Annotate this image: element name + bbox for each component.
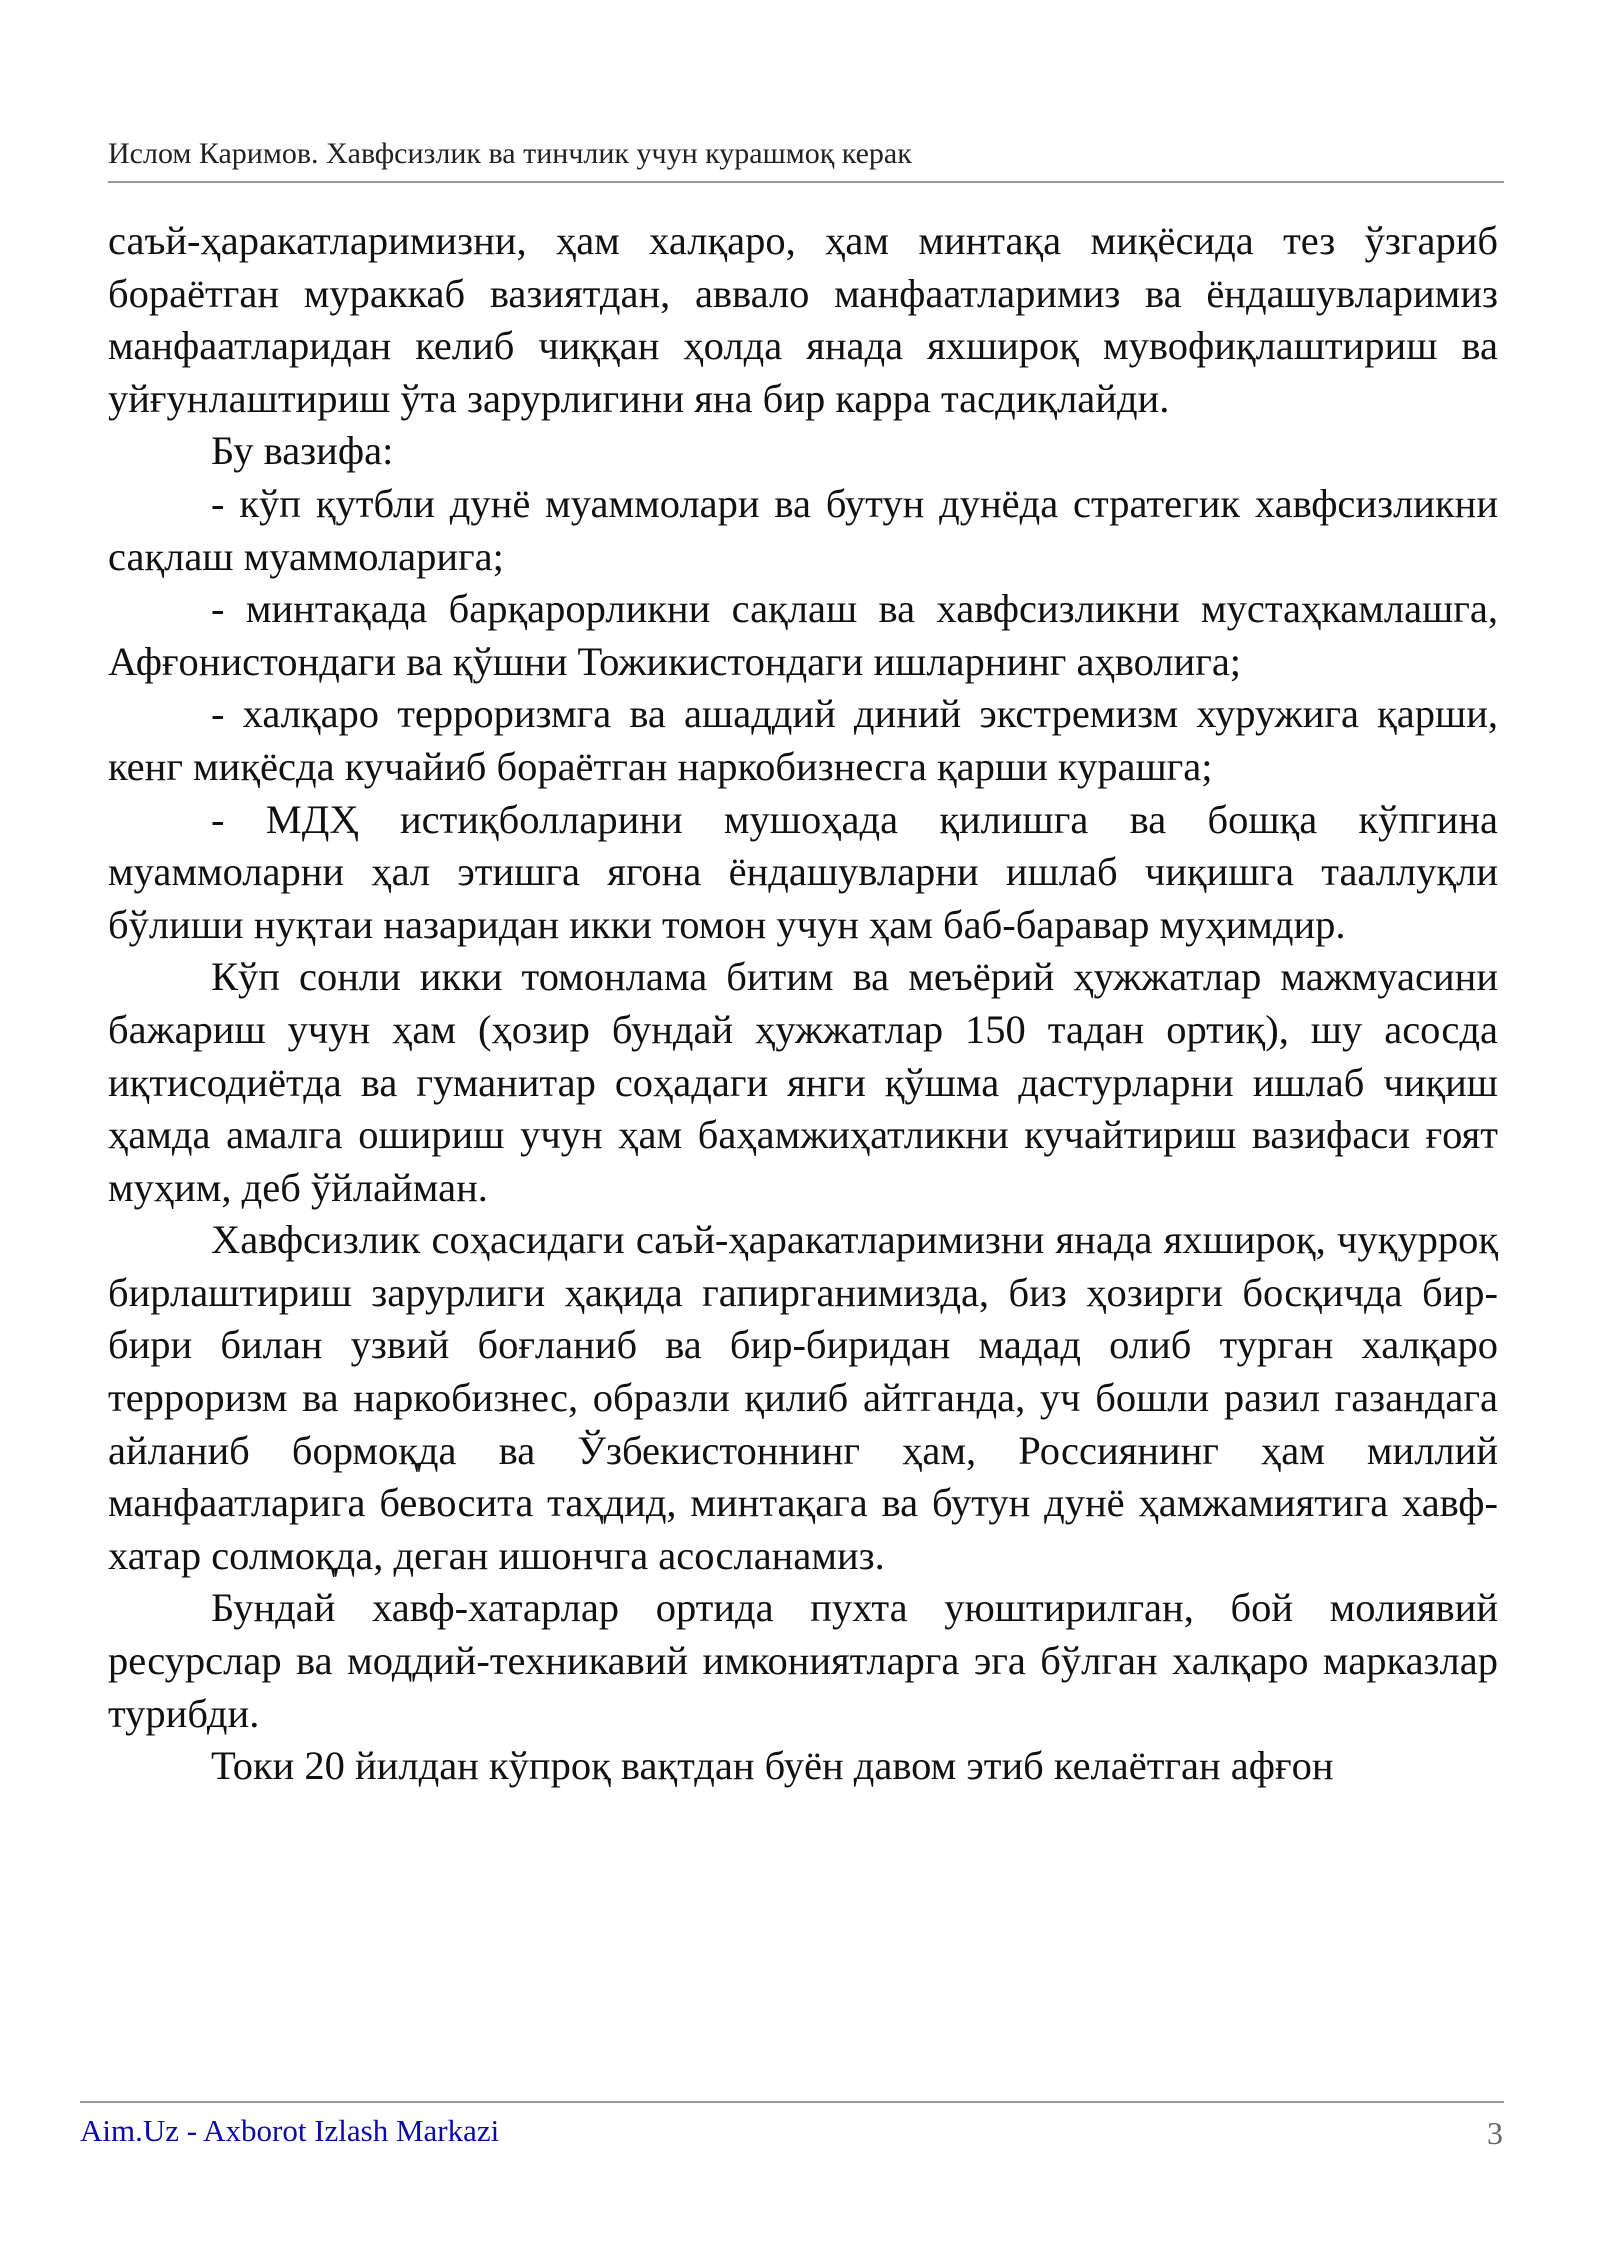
header-divider [108, 181, 1504, 183]
paragraph: Бундай хавф-хатарлар ортида пухта уюштирилган, бой молиявий ресурслар ва моддий-техникавий имкониятларга эга бўлган халқаро марказлар турибди. [108, 1585, 1498, 1736]
paragraph: саъй-ҳаракатларимизни, ҳам халқаро, ҳам минтақа миқёсида тез ўзгариб бораётган мураккаб вазиятдан, аввало манфаатларимиз ва ёндашувларимиз манфаатларидан келиб чиққан ҳолда янада яхшироқ мувофиқлаштириш ва уйғунлаштириш ўта зарурлигини яна бир карра тасдиқлайди. [108, 218, 1498, 421]
footer-source: Aim.Uz - Axborot Izlash Markazi [80, 2113, 500, 2148]
paragraph: Токи 20 йилдан кўпроқ вақтдан буён давом этиб келаётган афғон [211, 1743, 1334, 1789]
paragraph: Бу вазифа: [211, 428, 394, 474]
page-number: 3 [1487, 2115, 1503, 2151]
running-header: Ислом Каримов. Хавфсизлик ва тинчлик учун курашмоқ керак [108, 137, 912, 170]
paragraph: Кўп сонли икки томонлама битим ва меъёрий ҳужжатлар мажмуасини бажариш учун ҳам (ҳозир бундай ҳужжатлар 150 тадан ортиқ), шу асосда иқтисодиётда ва гуманитар соҳадаги янги қўшма дастурларни ишлаб чиқиш ҳамда амалга ошириш учун ҳам баҳамжиҳатликни кучайтириш вазифаси ғоят муҳим, деб ўйлайман. [108, 954, 1498, 1210]
list-item: - МДҲ истиқболларини мушоҳада қилишга ва бошқа кўпгина муаммоларни ҳал этишга ягона ёндашувларни ишлаб чиқишга тааллуқли бўлиши нуқтаи назаридан икки томон учун ҳам баб-баравар муҳимдир. [108, 796, 1498, 947]
list-item: - минтақада барқарорликни сақлаш ва хавфсизликни мустаҳкамлашга, Афғонистондаги ва қўшни Тожикистондаги ишларнинг аҳволига; [108, 586, 1498, 684]
body-text [108, 215, 1498, 1793]
list-item: - кўп қутбли дунё муаммолари ва бутун дунёда стратегик хавфсизликни сақлаш муаммоларига; [108, 480, 1498, 579]
paragraph: Хавфсизлик соҳасидаги саъй-ҳаракатларимизни янада яхшироқ, чуқурроқ бирлаштириш зарурлиги ҳақида гапирганимизда, биз ҳозирги босқичда бир-бири билан узвий боғланиб ва бир-биридан мадад олиб турган халқаро терроризм ва наркобизнес, образли қилиб айтганда, уч бошли разил газандага айланиб бормоқда ва Ўзбекистоннинг ҳам, Россиянинг ҳам миллий манфаатларига бевосита таҳдид, минтақага ва бутун дунё ҳамжамиятига хавф-хатар солмоқда, деган ишончга асосланамиз. [108, 1217, 1498, 1578]
list-item: - халқаро терроризмга ва ашаддий диний экстремизм хуружига қарши, кенг миқёсда кучайиб бораётган наркобизнесга қарши курашга; [108, 691, 1498, 789]
footer-divider [80, 2101, 1504, 2103]
